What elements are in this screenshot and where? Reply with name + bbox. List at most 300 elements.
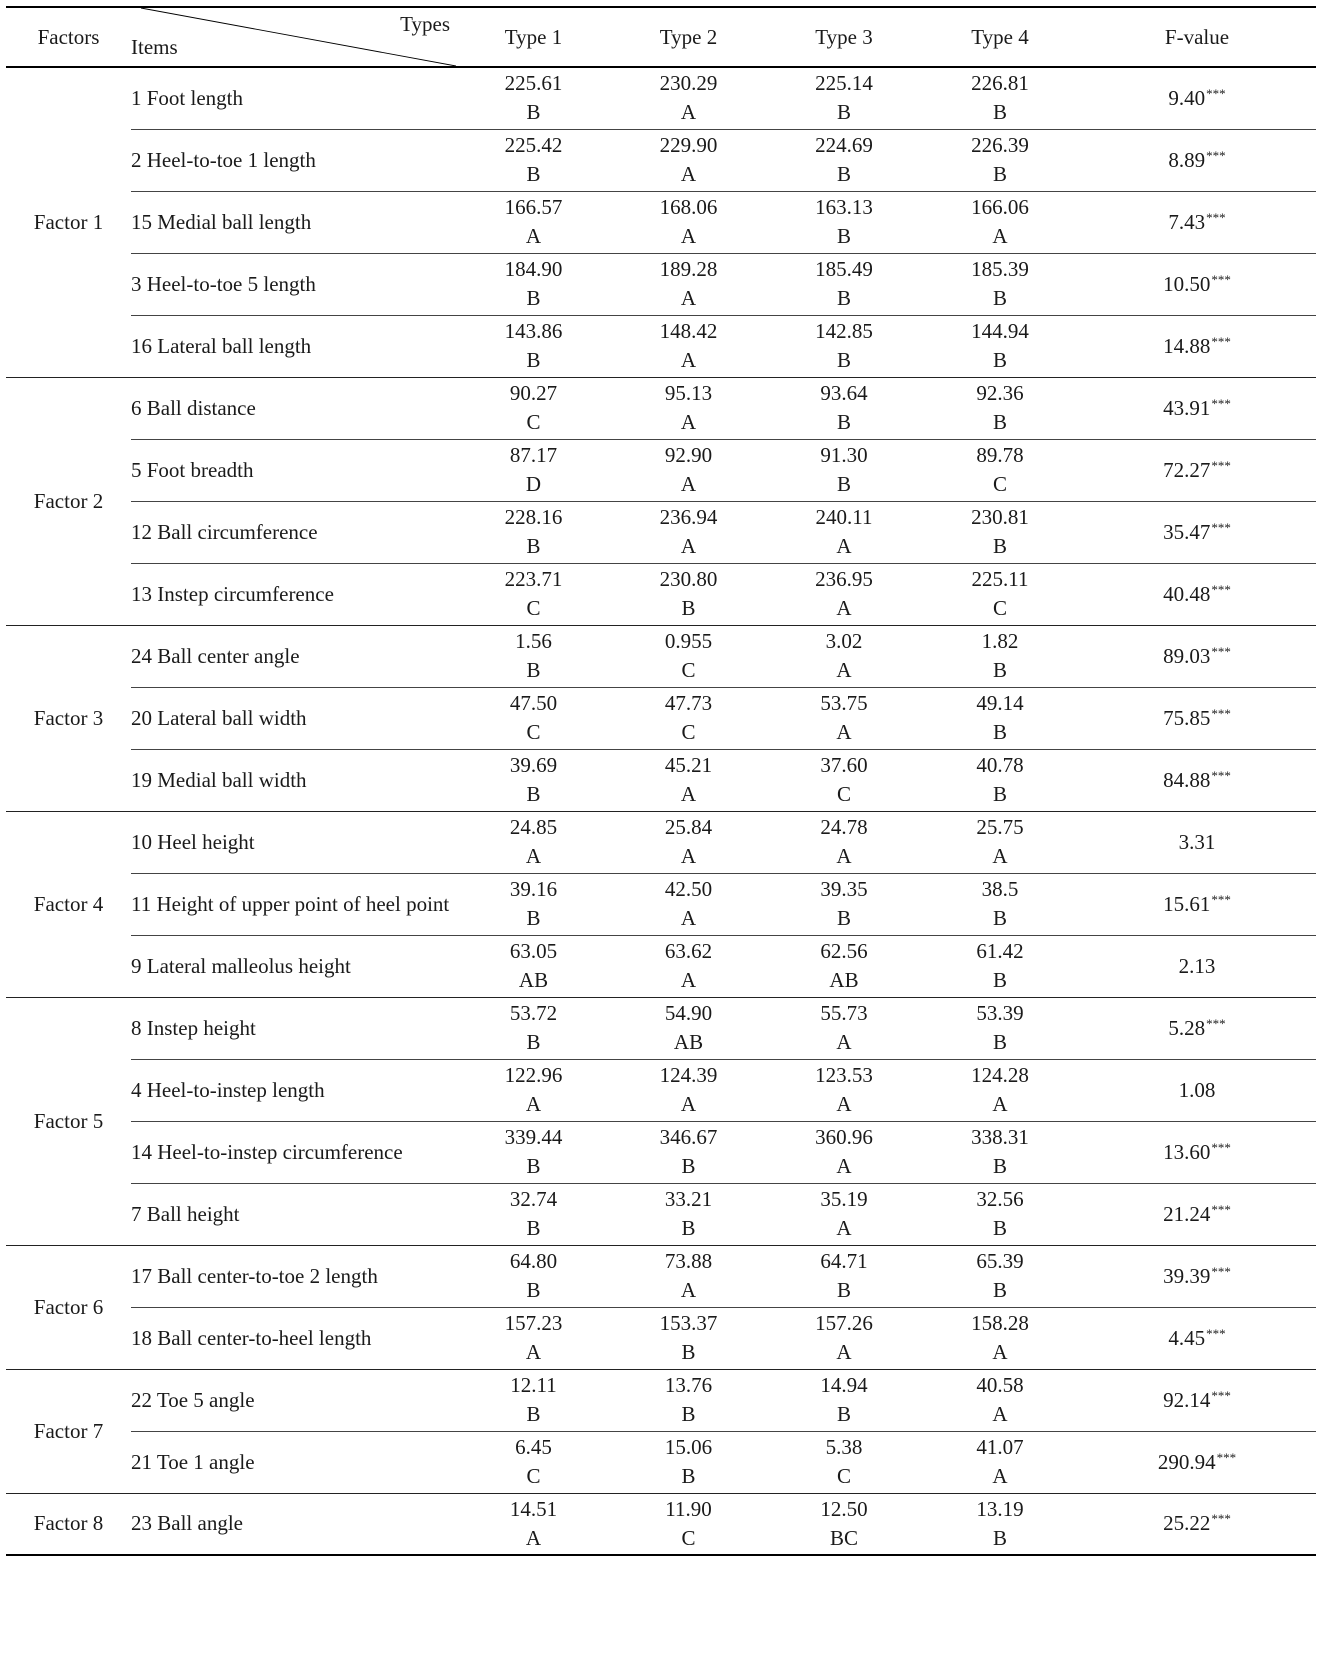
duncan-group: B (992, 1525, 1007, 1550)
duncan-group: A (992, 1464, 1008, 1488)
mean-value: 35.19 (820, 1187, 868, 1211)
duncan-group: B (681, 1402, 696, 1426)
table-body (6, 67, 1316, 1555)
type-3-cell (766, 1245, 922, 1307)
mean-value: 25.84 (664, 815, 713, 839)
mean-value: 158.28 (971, 1311, 1029, 1335)
item-label: 13 Instep circumference (131, 563, 456, 625)
mean-value: 123.53 (815, 1063, 873, 1087)
mean-value: 93.64 (820, 381, 868, 405)
f-value-cell (1078, 1121, 1316, 1183)
type-4-cell (922, 749, 1078, 811)
mean-value: 3.02 (825, 629, 863, 653)
table-row (6, 749, 1316, 811)
f-value-cell (1078, 129, 1316, 191)
f-value: 4.45 (1168, 1325, 1206, 1350)
type-3-cell (766, 1059, 922, 1121)
f-value-cell (1078, 625, 1316, 687)
type-2-cell (611, 563, 766, 625)
table-row (6, 625, 1316, 687)
type-1-cell (456, 1307, 611, 1369)
mean-value: 25.75 (976, 815, 1024, 839)
f-value: 13.60 (1163, 1139, 1211, 1164)
type-1-cell (456, 253, 611, 315)
header-factors: Factors (6, 7, 131, 67)
significance-mark: *** (1206, 147, 1226, 163)
duncan-group: A (680, 534, 697, 558)
duncan-group: B (992, 534, 1007, 558)
type-4-cell (922, 315, 1078, 377)
significance-mark: *** (1211, 457, 1231, 473)
significance-mark: *** (1211, 705, 1231, 721)
type-2-cell (611, 1121, 766, 1183)
duncan-group: B (681, 1154, 696, 1178)
significance-mark: *** (1211, 1511, 1231, 1527)
type-3-cell (766, 129, 922, 191)
type-4-cell (922, 1369, 1078, 1431)
type-1-cell (456, 1493, 611, 1555)
mean-value: 24.78 (820, 815, 868, 839)
duncan-group: A (836, 534, 852, 558)
f-value-cell (1078, 315, 1316, 377)
duncan-group: B (681, 1340, 696, 1364)
type-3-cell (766, 997, 922, 1059)
f-value-cell (1078, 1183, 1316, 1245)
type-1-cell (456, 439, 611, 501)
duncan-group: A (992, 1340, 1008, 1364)
mean-value: 40.78 (976, 753, 1024, 777)
duncan-group: A (992, 224, 1008, 248)
mean-value: 166.57 (504, 195, 563, 219)
type-2-cell (611, 501, 766, 563)
f-value-cell (1078, 1245, 1316, 1307)
significance-mark: *** (1206, 85, 1226, 101)
mean-value: 33.21 (664, 1187, 713, 1211)
item-label: 18 Ball center-to-heel length (131, 1307, 456, 1369)
f-value: 10.50 (1163, 271, 1211, 296)
significance-mark: *** (1206, 1325, 1226, 1341)
mean-value: 157.23 (504, 1311, 563, 1335)
mean-value: 144.94 (971, 319, 1029, 343)
type-2-cell (611, 997, 766, 1059)
mean-value: 5.38 (825, 1435, 863, 1459)
type-3-cell (766, 935, 922, 997)
mean-value: 189.28 (659, 257, 718, 281)
f-value-cell (1078, 1369, 1316, 1431)
type-4-cell (922, 439, 1078, 501)
f-value-cell (1078, 1493, 1316, 1555)
duncan-group: A (680, 1092, 697, 1116)
mean-value: 12.11 (510, 1373, 557, 1397)
significance-mark: *** (1211, 1201, 1231, 1217)
duncan-group: C (681, 1525, 696, 1550)
type-3-cell (766, 191, 922, 253)
type-1-cell (456, 501, 611, 563)
factor-label: Factor 1 (6, 67, 131, 377)
f-value: 3.31 (1178, 829, 1216, 854)
duncan-group: A (680, 844, 697, 868)
duncan-group: C (992, 596, 1007, 620)
table-row (6, 191, 1316, 253)
f-value-cell (1078, 1059, 1316, 1121)
mean-value: 49.14 (976, 691, 1024, 715)
duncan-group: C (526, 720, 541, 744)
f-value-cell (1078, 1431, 1316, 1493)
mean-value: 228.16 (504, 505, 563, 529)
duncan-group: BC (829, 1525, 858, 1550)
type-3-cell (766, 377, 922, 439)
table-row (6, 873, 1316, 935)
f-value-cell (1078, 253, 1316, 315)
mean-value: 61.42 (976, 939, 1024, 963)
table-row (6, 67, 1316, 129)
mean-value: 230.80 (659, 567, 718, 591)
duncan-group: B (526, 782, 541, 806)
duncan-group: A (680, 224, 697, 248)
type-4-cell (922, 1183, 1078, 1245)
duncan-group: B (526, 1216, 541, 1240)
significance-mark: *** (1211, 395, 1231, 411)
f-value: 84.88 (1163, 767, 1211, 792)
mean-value: 47.50 (509, 691, 558, 715)
factor-label: Factor 7 (6, 1369, 131, 1493)
duncan-group: B (836, 100, 851, 125)
f-value-cell (1078, 935, 1316, 997)
duncan-group: B (836, 1278, 851, 1302)
mean-value: 95.13 (664, 381, 713, 405)
duncan-group: B (992, 968, 1007, 992)
duncan-group: AB (673, 1030, 704, 1054)
mean-value: 13.76 (664, 1373, 713, 1397)
type-4-cell (922, 997, 1078, 1059)
duncan-group: B (992, 286, 1007, 310)
table-row (6, 1183, 1316, 1245)
significance-mark: *** (1211, 767, 1231, 783)
item-label: 19 Medial ball width (131, 749, 456, 811)
mean-value: 14.94 (820, 1373, 868, 1397)
table-row (6, 253, 1316, 315)
duncan-group: A (836, 1216, 852, 1240)
mean-value: 53.75 (820, 691, 868, 715)
type-4-cell (922, 1431, 1078, 1493)
duncan-group: A (525, 224, 542, 248)
duncan-group: B (992, 410, 1007, 434)
duncan-group: B (836, 348, 851, 372)
type-3-cell (766, 1183, 922, 1245)
type-4-cell (922, 377, 1078, 439)
duncan-group: B (992, 782, 1007, 806)
type-2-cell (611, 315, 766, 377)
anova-table (6, 6, 1316, 1556)
table-row (6, 501, 1316, 563)
mean-value: 360.96 (815, 1125, 873, 1149)
mean-value: 122.96 (504, 1063, 563, 1087)
mean-value: 1.56 (515, 629, 552, 653)
type-1-cell (456, 1059, 611, 1121)
type-3-cell (766, 67, 922, 129)
duncan-group: A (680, 348, 697, 372)
factor-label: Factor 6 (6, 1245, 131, 1369)
f-value: 8.89 (1168, 147, 1206, 172)
mean-value: 24.85 (509, 815, 558, 839)
duncan-group: B (992, 658, 1007, 682)
mean-value: 90.27 (509, 381, 558, 405)
f-value-cell (1078, 811, 1316, 873)
duncan-group: B (992, 348, 1007, 372)
duncan-group: A (680, 906, 697, 930)
duncan-group: B (681, 1216, 696, 1240)
duncan-group: AB (518, 968, 549, 992)
mean-value: 65.39 (976, 1249, 1024, 1273)
type-1-cell (456, 315, 611, 377)
duncan-group: A (680, 782, 697, 806)
mean-value: 39.35 (820, 877, 868, 901)
item-label: 10 Heel height (131, 811, 456, 873)
mean-value: 37.60 (820, 753, 868, 777)
significance-mark: *** (1211, 891, 1231, 907)
type-4-cell (922, 625, 1078, 687)
f-value: 92.14 (1163, 1387, 1211, 1412)
duncan-group: A (525, 1525, 542, 1550)
mean-value: 39.16 (509, 877, 558, 901)
table-row (6, 315, 1316, 377)
type-3-cell (766, 625, 922, 687)
mean-value: 63.62 (664, 939, 713, 963)
header-diagonal-cell (131, 7, 456, 67)
mean-value: 225.11 (971, 567, 1029, 591)
mean-value: 225.14 (815, 71, 873, 96)
duncan-group: A (992, 844, 1008, 868)
f-value-cell (1078, 563, 1316, 625)
table-row (6, 129, 1316, 191)
duncan-group: B (992, 720, 1007, 744)
item-label: 1 Foot length (131, 67, 456, 129)
duncan-group: B (526, 906, 541, 930)
mean-value: 236.94 (659, 505, 718, 529)
table-row (6, 1493, 1316, 1555)
type-4-cell (922, 1059, 1078, 1121)
duncan-group: B (836, 906, 851, 930)
type-2-cell (611, 935, 766, 997)
f-value: 43.91 (1163, 395, 1211, 420)
f-value: 290.94 (1157, 1449, 1216, 1474)
significance-mark: *** (1211, 581, 1231, 597)
item-label: 20 Lateral ball width (131, 687, 456, 749)
f-value: 72.27 (1163, 457, 1211, 482)
table-row (6, 1431, 1316, 1493)
duncan-group: A (836, 1030, 852, 1054)
type-4-cell (922, 811, 1078, 873)
mean-value: 87.17 (509, 443, 558, 467)
mean-value: 230.81 (971, 505, 1029, 529)
mean-value: 338.31 (971, 1125, 1029, 1149)
f-value-cell (1078, 191, 1316, 253)
type-2-cell (611, 1245, 766, 1307)
type-1-cell (456, 625, 611, 687)
f-value: 1.08 (1178, 1077, 1216, 1102)
f-value-cell (1078, 997, 1316, 1059)
type-2-cell (611, 625, 766, 687)
f-value: 2.13 (1178, 953, 1216, 978)
item-label: 12 Ball circumference (131, 501, 456, 563)
item-label: 15 Medial ball length (131, 191, 456, 253)
f-value-cell (1078, 501, 1316, 563)
duncan-group: B (992, 1030, 1007, 1054)
type-1-cell (456, 377, 611, 439)
table-row (6, 377, 1316, 439)
duncan-group: A (680, 968, 697, 992)
duncan-group: B (681, 596, 696, 620)
type-3-cell (766, 1307, 922, 1369)
duncan-group: B (992, 100, 1007, 125)
duncan-group: B (836, 224, 851, 248)
mean-value: 91.30 (820, 443, 868, 467)
mean-value: 12.50 (820, 1496, 868, 1521)
duncan-group: A (836, 1340, 852, 1364)
mean-value: 153.37 (659, 1311, 718, 1335)
type-2-cell (611, 811, 766, 873)
type-4-cell (922, 563, 1078, 625)
type-4-cell (922, 687, 1078, 749)
type-2-cell (611, 1183, 766, 1245)
duncan-group: C (836, 782, 851, 806)
significance-mark: *** (1211, 1387, 1231, 1403)
type-3-cell (766, 439, 922, 501)
mean-value: 225.42 (504, 133, 563, 157)
duncan-group: A (836, 1154, 852, 1178)
type-1-cell (456, 1431, 611, 1493)
table-row (6, 1059, 1316, 1121)
table-row (6, 439, 1316, 501)
significance-mark: *** (1211, 271, 1231, 287)
type-4-cell (922, 191, 1078, 253)
mean-value: 64.71 (820, 1249, 868, 1273)
mean-value: 236.95 (815, 567, 873, 591)
duncan-group: B (526, 658, 541, 682)
item-label: 7 Ball height (131, 1183, 456, 1245)
mean-value: 223.71 (504, 567, 563, 591)
type-3-cell (766, 501, 922, 563)
type-1-cell (456, 1245, 611, 1307)
type-4-cell (922, 67, 1078, 129)
item-label: 24 Ball center angle (131, 625, 456, 687)
type-2-cell (611, 687, 766, 749)
f-value: 9.40 (1168, 85, 1206, 110)
mean-value: 229.90 (659, 133, 718, 157)
mean-value: 64.80 (509, 1249, 558, 1273)
f-value: 21.24 (1163, 1201, 1211, 1226)
duncan-group: B (836, 1402, 851, 1426)
type-3-cell (766, 1121, 922, 1183)
type-1-cell (456, 563, 611, 625)
item-label: 4 Heel-to-instep length (131, 1059, 456, 1121)
type-3-cell (766, 253, 922, 315)
table-row (6, 687, 1316, 749)
mean-value: 92.36 (976, 381, 1024, 405)
mean-value: 15.06 (664, 1435, 713, 1459)
significance-mark: *** (1206, 1015, 1226, 1031)
duncan-group: B (836, 162, 851, 186)
mean-value: 184.90 (504, 257, 563, 281)
type-2-cell (611, 439, 766, 501)
mean-value: 54.90 (664, 1001, 713, 1025)
mean-value: 53.39 (976, 1001, 1024, 1025)
duncan-group: A (680, 472, 697, 496)
duncan-group: C (526, 1464, 541, 1488)
mean-value: 225.61 (504, 71, 563, 96)
type-2-cell (611, 1307, 766, 1369)
type-1-cell (456, 1183, 611, 1245)
significance-mark: *** (1211, 1139, 1231, 1155)
mean-value: 142.85 (815, 319, 873, 343)
f-value-cell (1078, 749, 1316, 811)
mean-value: 6.45 (515, 1435, 552, 1459)
type-3-cell (766, 687, 922, 749)
type-1-cell (456, 811, 611, 873)
duncan-group: A (836, 844, 852, 868)
mean-value: 1.82 (981, 629, 1019, 653)
mean-value: 41.07 (976, 1435, 1024, 1459)
type-1-cell (456, 67, 611, 129)
mean-value: 42.50 (664, 877, 713, 901)
header-type-1: Type 1 (456, 7, 611, 67)
type-2-cell (611, 1493, 766, 1555)
table-row (6, 997, 1316, 1059)
mean-value: 166.06 (971, 195, 1029, 219)
item-label: 16 Lateral ball length (131, 315, 456, 377)
item-label: 14 Heel-to-instep circumference (131, 1121, 456, 1183)
table-row (6, 563, 1316, 625)
type-1-cell (456, 1121, 611, 1183)
duncan-group: C (526, 596, 541, 620)
duncan-group: A (992, 1092, 1008, 1116)
type-2-cell (611, 1059, 766, 1121)
f-value-cell (1078, 377, 1316, 439)
header-type-4: Type 4 (922, 7, 1078, 67)
duncan-group: A (836, 1092, 852, 1116)
type-1-cell (456, 935, 611, 997)
type-4-cell (922, 501, 1078, 563)
item-label: 11 Height of upper point of heel point (131, 873, 456, 935)
f-value: 14.88 (1163, 333, 1211, 358)
duncan-group: C (681, 658, 696, 682)
duncan-group: B (836, 286, 851, 310)
duncan-group: B (526, 1278, 541, 1302)
type-3-cell (766, 1493, 922, 1555)
mean-value: 39.69 (509, 753, 558, 777)
mean-value: 45.21 (664, 753, 713, 777)
table-row (6, 1245, 1316, 1307)
duncan-group: A (836, 658, 852, 682)
factor-label: Factor 4 (6, 811, 131, 997)
type-4-cell (922, 1245, 1078, 1307)
type-3-cell (766, 1431, 922, 1493)
type-4-cell (922, 253, 1078, 315)
mean-value: 38.5 (981, 877, 1019, 901)
f-value: 40.48 (1163, 581, 1211, 606)
type-3-cell (766, 563, 922, 625)
mean-value: 240.11 (815, 505, 873, 529)
f-value: 5.28 (1168, 1015, 1206, 1040)
mean-value: 143.86 (504, 319, 563, 343)
duncan-group: B (526, 100, 541, 125)
type-1-cell (456, 129, 611, 191)
type-4-cell (922, 935, 1078, 997)
duncan-group: A (680, 410, 697, 434)
type-4-cell (922, 873, 1078, 935)
type-4-cell (922, 1493, 1078, 1555)
table-row (6, 1369, 1316, 1431)
